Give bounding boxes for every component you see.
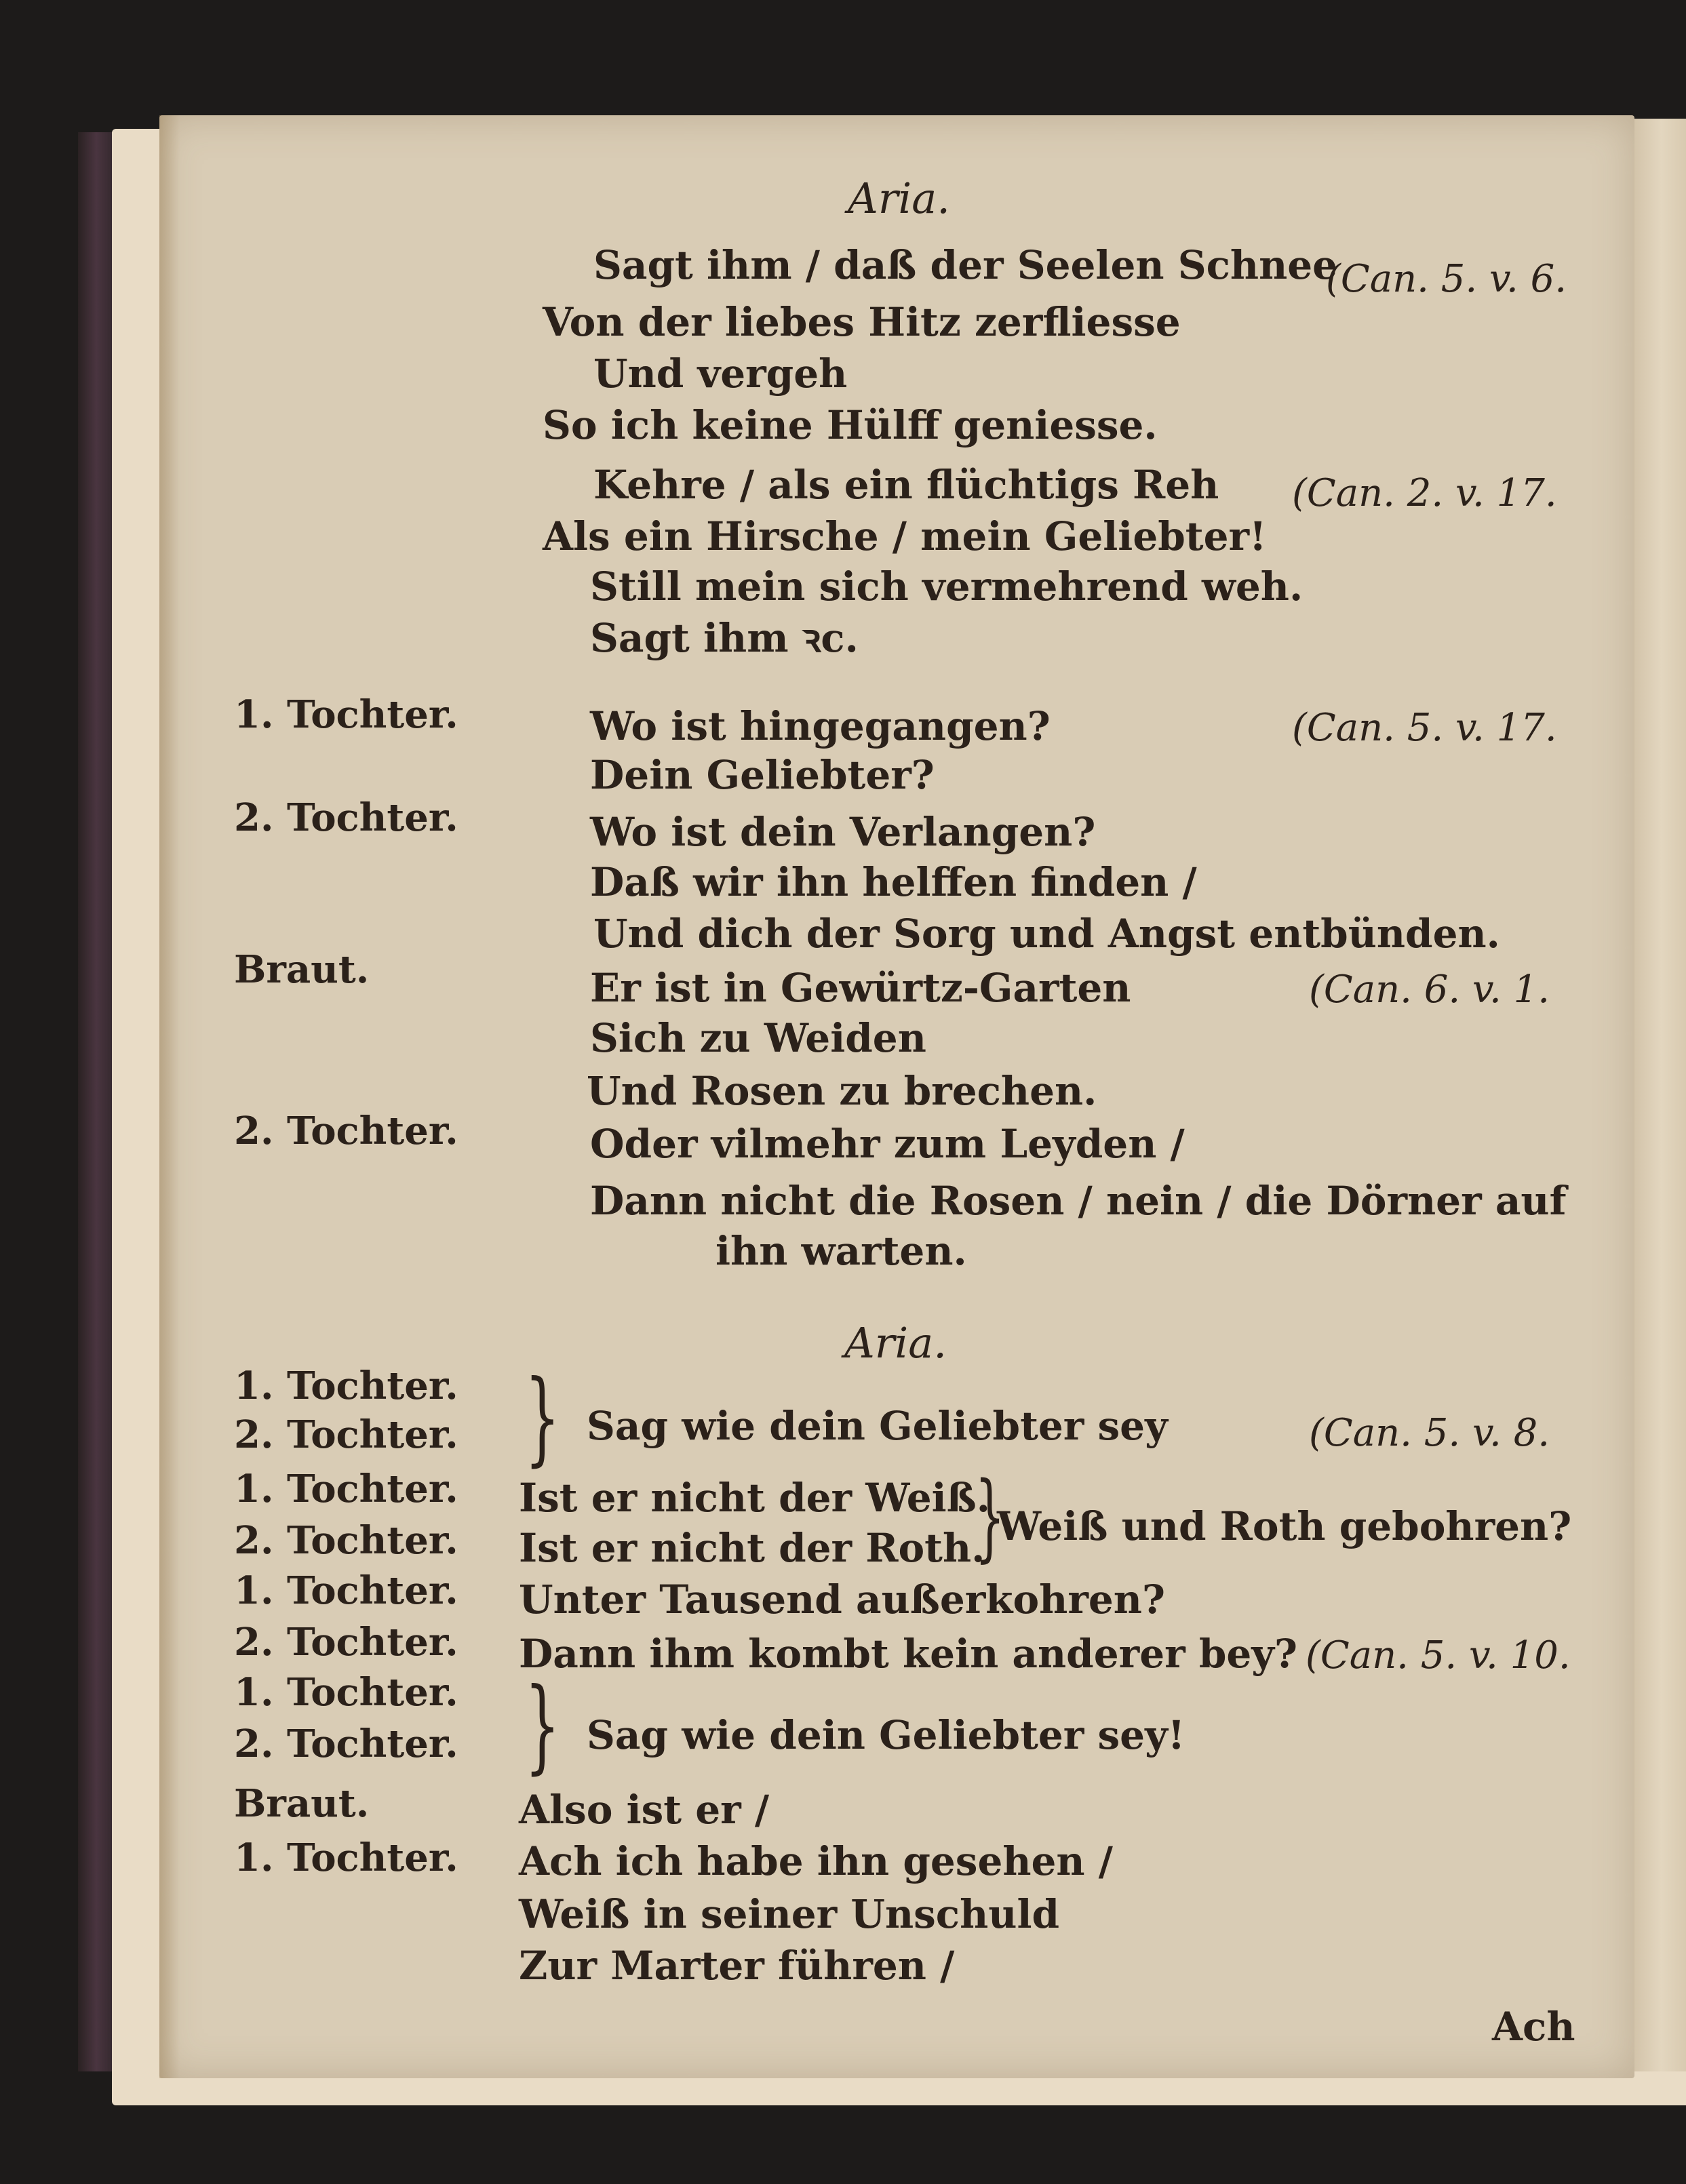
dialogue-line: Wo ist dein Verlangen?	[590, 809, 1096, 855]
dialogue-line: Weiß in seiner Unschuld	[519, 1891, 1060, 1937]
verse-line: Und vergeh	[593, 351, 848, 397]
dialogue-line: Dein Geliebter?	[590, 752, 935, 798]
dialogue-line: Dann ihm kombt kein anderer bey?	[519, 1631, 1297, 1677]
grouping-brace: }	[975, 1462, 1005, 1572]
speaker-label: 2. Tochter.	[234, 1722, 458, 1766]
scripture-reference: (Can. 6. v. 1.	[1309, 968, 1550, 1012]
dialogue-line: Oder vilmehr zum Leyden /	[590, 1121, 1185, 1167]
catchword: Ach	[1492, 2004, 1575, 2050]
scripture-reference: (Can. 5. v. 6.	[1326, 257, 1567, 301]
dialogue-line: Unter Tausend außerkohren?	[519, 1576, 1165, 1623]
scripture-reference: (Can. 5. v. 17.	[1292, 706, 1557, 750]
dialogue-line: Weiß und Roth gebohren?	[997, 1503, 1572, 1549]
speaker-label: 1. Tochter.	[234, 692, 458, 737]
speaker-label: 1. Tochter.	[234, 1670, 458, 1715]
dialogue-line: Dann nicht die Rosen / nein / die Dörner auf	[590, 1178, 1567, 1224]
verse-line: So ich keine Hülff geniesse.	[543, 402, 1158, 448]
aria-heading: Aria.	[844, 1318, 947, 1368]
dialogue-line: Also ist er /	[519, 1787, 770, 1833]
dialogue-line: Daß wir ihn helffen finden /	[590, 859, 1197, 905]
speaker-label: 2. Tochter.	[234, 1412, 458, 1457]
scripture-reference: (Can. 5. v. 8.	[1309, 1411, 1550, 1455]
dialogue-line: Und dich der Sorg und Angst entbünden.	[593, 911, 1500, 957]
scripture-reference: (Can. 2. v. 17.	[1292, 471, 1557, 515]
dialogue-line: Und Rosen zu brechen.	[587, 1068, 1097, 1114]
grouping-brace: }	[524, 1667, 560, 1785]
verse-line: Kehre / als ein flüchtigs Reh	[593, 462, 1219, 508]
verse-line: Sagt ihm / daß der Seelen Schnee	[593, 242, 1338, 288]
verse-line: Von der liebes Hitz zerfliesse	[543, 299, 1181, 345]
dialogue-line: Wo ist hingegangen?	[590, 703, 1051, 749]
verse-line: Still mein sich vermehrend weh.	[590, 563, 1303, 610]
speaker-label: 1. Tochter.	[234, 1568, 458, 1613]
dialogue-line: Er ist in Gewürtz-Garten	[590, 965, 1131, 1011]
page-gutter-shadow	[159, 115, 180, 2078]
dialogue-line: Ach ich habe ihn gesehen /	[519, 1838, 1113, 1884]
dialogue-line: Sich zu Weiden	[590, 1015, 926, 1061]
speaker-label: Braut.	[234, 947, 370, 992]
speaker-label: 1. Tochter.	[234, 1364, 458, 1408]
scripture-reference: (Can. 5. v. 10.	[1306, 1633, 1571, 1677]
speaker-label: 2. Tochter.	[234, 1518, 458, 1563]
dialogue-line: Zur Marter führen /	[519, 1943, 955, 1989]
speaker-label: Braut.	[234, 1781, 370, 1826]
dialogue-line: Sag wie dein Geliebter sey!	[587, 1712, 1185, 1758]
grouping-brace: }	[524, 1359, 560, 1477]
speaker-label: 1. Tochter.	[234, 1467, 458, 1511]
speaker-label: 2. Tochter.	[234, 1109, 458, 1153]
aria-heading: Aria.	[848, 174, 950, 223]
dialogue-line: Ist er nicht der Weiß.	[519, 1475, 990, 1521]
dialogue-line: ihn warten.	[715, 1228, 967, 1274]
dialogue-line: Sag wie dein Geliebter sey	[587, 1403, 1168, 1449]
dialogue-line: Ist er nicht der Roth.	[519, 1525, 985, 1571]
verse-line: Als ein Hirsche / mein Geliebter!	[543, 513, 1267, 559]
verse-line: Sagt ihm ꝛc.	[590, 615, 859, 661]
speaker-label: 2. Tochter.	[234, 1620, 458, 1665]
speaker-label: 2. Tochter.	[234, 795, 458, 840]
speaker-label: 1. Tochter.	[234, 1835, 458, 1880]
